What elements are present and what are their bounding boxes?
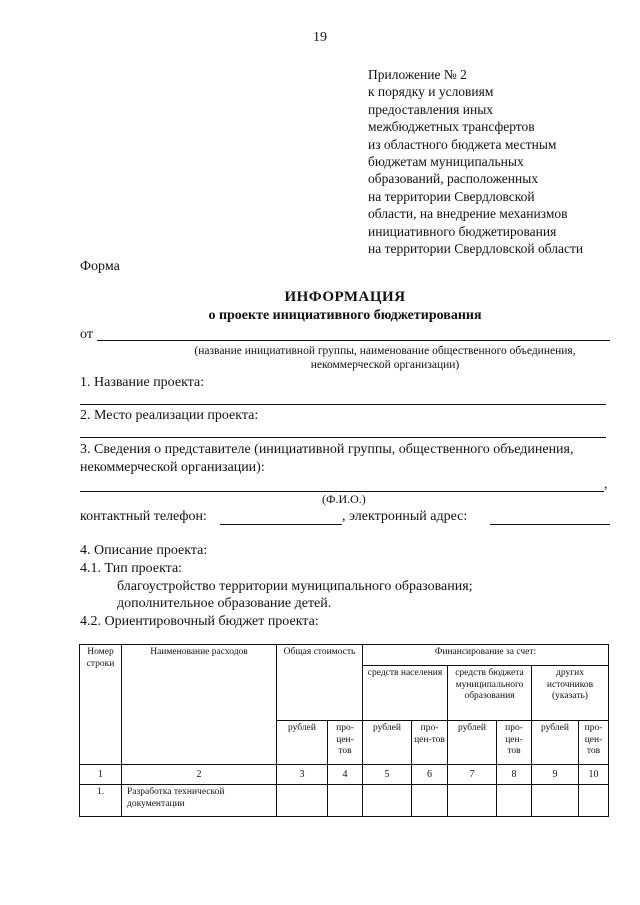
appendix-line: области, на внедрение механизмов [368, 206, 568, 222]
header-rubles: рублей [363, 721, 412, 765]
column-number: 8 [497, 765, 532, 785]
project-name-input-line[interactable] [80, 404, 606, 405]
from-hint-line-1: (название инициативной группы, наименование общественного объединения, [194, 345, 576, 357]
row-number: 1. [80, 785, 122, 817]
description-heading: 4. Описание проекта: [80, 543, 208, 558]
document-subtitle: о проекте инициативного бюджетирования [208, 308, 482, 323]
from-hint [80, 344, 640, 372]
other-percent-cell[interactable] [579, 785, 609, 817]
fio-hint: (Ф.И.О.) [322, 492, 366, 506]
header-total-cost: Общая стоимость [277, 645, 363, 721]
appendix-line: инициативного бюджетирования [368, 223, 557, 239]
appendix-header [368, 66, 583, 257]
header-percent: про-цен-тов [579, 721, 609, 765]
header-financing: Финансирование за счет: [363, 645, 609, 666]
appendix-line: бюджетам муниципальных [368, 154, 524, 170]
column-number: 2 [122, 765, 277, 785]
form-label: Форма [80, 259, 120, 274]
column-number: 6 [412, 765, 448, 785]
header-percent: про-цен-тов [497, 721, 532, 765]
appendix-line: на территории Свердловской области [368, 241, 584, 257]
column-number: 1 [80, 765, 122, 785]
document-title: ИНФОРМАЦИЯ [284, 289, 406, 305]
email-label: , электронный адрес: [342, 509, 468, 524]
appendix-line: межбюджетных трансфертов [368, 119, 535, 135]
page-number: 19 [313, 30, 327, 45]
from-hint-line-2: некоммерческой организации) [310, 359, 460, 371]
header-row-number: Номер строки [80, 645, 122, 765]
budget-heading: 4.2. Ориентировочный бюджет проекта: [80, 614, 319, 629]
appendix-line: предоставления иных [368, 101, 494, 117]
phone-label: контактный телефон: [80, 509, 207, 524]
column-number: 10 [579, 765, 609, 785]
from-label: от [80, 327, 93, 342]
comma: , [604, 477, 608, 492]
project-type-option-1: благоустройство территории муниципального образования; [117, 579, 473, 594]
column-number: 5 [363, 765, 412, 785]
header-population-funds: средств населения [363, 666, 448, 721]
population-rubles-cell[interactable] [363, 785, 412, 817]
total-rubles-cell[interactable] [277, 785, 328, 817]
from-input-line[interactable] [97, 340, 610, 341]
appendix-line: образований, расположенных [368, 171, 539, 187]
column-number: 4 [328, 765, 363, 785]
header-rubles: рублей [448, 721, 497, 765]
column-number: 9 [532, 765, 579, 785]
phone-input-line[interactable] [220, 524, 342, 525]
appendix-line: на территории Свердловской [368, 188, 535, 204]
municipal-percent-cell[interactable] [497, 785, 532, 817]
header-municipal-funds: средств бюджета муниципального образования [448, 666, 532, 721]
header-expense-name: Наименование расходов [122, 645, 277, 765]
appendix-line: к порядку и условиям [368, 84, 494, 100]
appendix-line: Приложение № 2 [368, 67, 467, 82]
header-percent: про-цен-тов [412, 721, 448, 765]
project-type-heading: 4.1. Тип проекта: [80, 561, 183, 576]
project-location-input-line[interactable] [80, 437, 606, 438]
total-percent-cell[interactable] [328, 785, 363, 817]
municipal-rubles-cell[interactable] [448, 785, 497, 817]
header-rubles: рублей [277, 721, 328, 765]
column-number: 7 [448, 765, 497, 785]
project-name-label: 1. Название проекта: [80, 375, 205, 390]
project-type-option-2: дополнительное образование детей. [117, 596, 332, 611]
appendix-line: из областного бюджета местным [368, 136, 557, 152]
budget-table [79, 644, 609, 817]
representative-label-line-2: некоммерческой организации): [80, 460, 265, 475]
expense-name: Разработка технической документации [122, 785, 277, 817]
header-rubles: рублей [532, 721, 579, 765]
header-percent: про-цен-тов [328, 721, 363, 765]
header-other-sources: других источников (указать) [532, 666, 609, 721]
email-input-line[interactable] [490, 524, 610, 525]
project-location-label: 2. Место реализации проекта: [80, 408, 259, 423]
column-number: 3 [277, 765, 328, 785]
representative-label-line-1: 3. Сведения о представителе (инициативной группы, общественного объединения, [80, 442, 574, 457]
population-percent-cell[interactable] [412, 785, 448, 817]
other-rubles-cell[interactable] [532, 785, 579, 817]
